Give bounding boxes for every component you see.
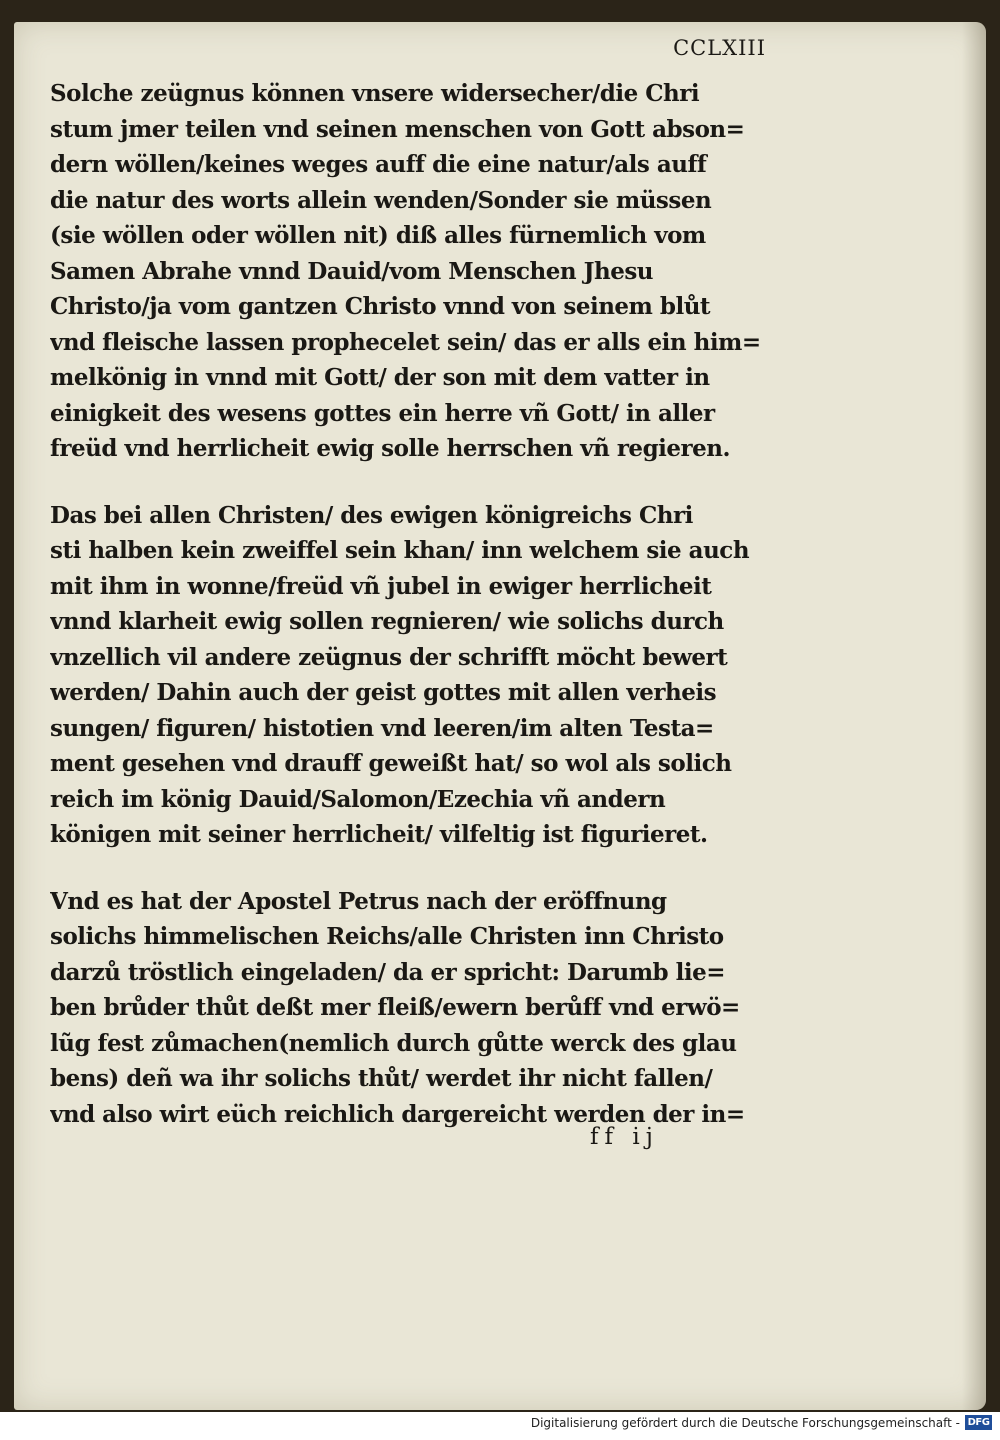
paragraph-3 xyxy=(50,884,768,1133)
text-line: vnzellich vil andere zeügnus der schrifft möcht bewert xyxy=(50,643,728,671)
text-line: dern wöllen/keines weges auff die eine natur/als auff xyxy=(50,151,707,178)
funding-credit: Digitalisierung gefördert durch die Deutsche Forschungsgemeinschaft - xyxy=(530,1416,960,1430)
text-line: lũg fest zůmachen(nemlich durch gůtte werck des glau xyxy=(50,1029,737,1057)
text-line: Das bei allen Christen/ des ewigen königreichs Chri xyxy=(50,501,693,529)
text-line: Vnd es hat der Apostel Petrus nach der eröffnung xyxy=(50,887,667,915)
dfg-logo: DFG xyxy=(965,1415,992,1430)
text-block xyxy=(50,76,768,1132)
text-line: sungen/ figuren/ histotien vnd leeren/im alten Testa= xyxy=(50,714,714,742)
text-line: solichs himmelischen Reichs/alle Christen inn Christo xyxy=(50,923,724,950)
text-line: die natur des worts allein wenden/Sonder sie müssen xyxy=(50,186,712,214)
text-line: sti halben kein zweiffel sein khan/ inn welchem sie auch xyxy=(50,537,750,564)
paragraph-2 xyxy=(50,498,768,853)
text-line: reich im könig Dauid/Salomon/Ezechia vñ andern xyxy=(50,785,666,813)
text-line: bens) deñ wa ihr solichs thůt/ werdet ihr nicht fallen/ xyxy=(50,1065,713,1092)
text-line: ment gesehen vnd drauff geweißt hat/ so wol als solich xyxy=(50,750,732,777)
text-line: Samen Abrahe vnnd Dauid/vom Menschen Jhesu xyxy=(50,257,654,285)
text-line: melkönig in vnnd mit Gott/ der son mit dem vatter in xyxy=(50,364,710,391)
text-line: Solche zeügnus können vnsere widersecher/die Chri xyxy=(50,80,700,107)
text-line: vnnd klarheit ewig sollen regnieren/ wie solichs durch xyxy=(50,608,724,635)
text-line: königen mit seiner herrlicheit/ vilfeltig ist figurieret. xyxy=(50,821,708,848)
text-line: einigkeit des wesens gottes ein herre vñ Gott/ in aller xyxy=(50,399,715,427)
text-line: mit ihm in wonne/freüd vñ jubel in ewiger herrlicheit xyxy=(50,572,712,600)
text-line: (sie wöllen oder wöllen nit) diß alles fürnemlich vom xyxy=(50,222,706,249)
page-edge-shadow xyxy=(962,22,986,1410)
text-line: ben brůder thůt deßt mer fleiß/ewern berůff vnd erwö= xyxy=(50,994,740,1021)
text-line: werden/ Dahin auch der geist gottes mit allen verheis xyxy=(50,679,717,706)
text-line: vnd fleische lassen prophecelet sein/ das er alls ein him= xyxy=(50,328,761,356)
text-line: vnd also wirt eüch reichlich dargereicht werden der in= xyxy=(50,1100,745,1128)
text-line: Christo/ja vom gantzen Christo vnnd von seinem blůt xyxy=(50,293,711,320)
signature-mark: ff ij xyxy=(590,1124,659,1150)
folio-number: CCLXIII xyxy=(673,36,766,60)
text-line: freüd vnd herrlicheit ewig solle herrschen vñ regieren. xyxy=(50,435,730,462)
paragraph-1 xyxy=(50,76,768,467)
text-line: darzů tröstlich eingeladen/ da er spricht: Darumb lie= xyxy=(50,958,726,986)
text-line: stum jmer teilen vnd seinen menschen von Gott abson= xyxy=(50,115,745,143)
